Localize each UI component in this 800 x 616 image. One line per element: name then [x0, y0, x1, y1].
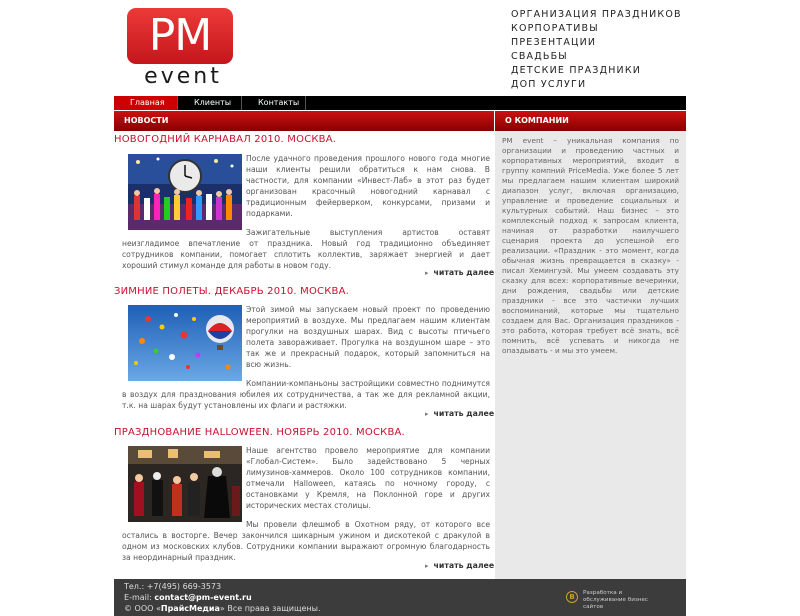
developer-logo-icon[interactable]: B	[566, 591, 578, 603]
arrow-right-icon: ▸	[425, 269, 429, 277]
read-more-label: читать далее	[433, 409, 495, 418]
logo-word: event	[144, 64, 222, 89]
company-name: ПрайсМедиа	[160, 604, 220, 613]
read-more-link-2[interactable]	[425, 409, 494, 418]
nav-item-clients[interactable]: Клиенты	[178, 96, 242, 110]
email-link[interactable]: contact@pm-event.ru	[154, 593, 252, 602]
menu-item-kids-parties[interactable]: ДЕТСКИЕ ПРАЗДНИКИ	[511, 65, 642, 76]
about-text: PM event – уникальная компания по организации и проведению частных и корпоративных мероприятий, входит в группу компний PriceMedia. Уже более 5 лет мы предлагаем нашим клиентам широкий диапазон услуг, включая организацию, управление и проведение социальных и культурных событий. Наш бизнес – это комплексный подход к запросам клиента, начиная от разработки наилучшего сценария проекта до успешной его реализации. «Праздник - это момент, когда обычная жизнь превращается в сказку» - писал Хемингуэй. Мы умеем создавать эту сказку для всех: корпоративные вечеринки, дни рождения, свадьбы или детские праздники - все это частички лучших воспоминаний, которые мы тщательно создаем для Вас. Организация праздников - это работа, которая требует всё знать, всё помнить, всё успевать и никогда не опаздывать - и мы это умеем.	[502, 136, 679, 355]
image-spacer	[122, 153, 246, 233]
read-more-label: читать далее	[433, 561, 495, 570]
menu-item-weddings[interactable]: СВАДЬБЫ	[511, 51, 568, 62]
news-paragraph: Компании-компаньоны застройщики совместно поднимутся в воздух для празднования юбилея их сотрудничества, а так же для рекламной акции, т.к. на шарах будут установлены их флаги и растяжки.	[122, 379, 490, 410]
news-paragraph: Этой зимой мы запускаем новый проект по проведению мероприятий в воздухе. Мы предлагаем нашим клиентам прогулки на воздушных шарах. Вид с высоты птичьего полета завораживает. Прогулка на воздушном шаре – это так же и прекрасный подарок, который запомниться на всю жизнь.	[246, 305, 490, 369]
menu-item-corporate[interactable]: КОРПОРАТИВЫ	[511, 23, 599, 34]
image-spacer	[122, 445, 246, 525]
nav-item-home[interactable]: Главная	[114, 96, 178, 110]
logo-mark: PM	[148, 10, 212, 61]
read-more-label: читать далее	[433, 268, 495, 277]
services-menu	[511, 8, 682, 92]
menu-item-extra-services[interactable]: ДОП УСЛУГИ	[511, 79, 587, 90]
news-text-2	[122, 304, 490, 419]
email-label: E-mail:	[124, 593, 152, 602]
news-title-1[interactable]: НОВОГОДНИЙ КАРНАВАЛ 2010. МОСКВА.	[114, 134, 337, 145]
footer-email	[124, 593, 252, 602]
news-paragraph: Наше агентство провело мероприятие для компании «Глобал-Систем». Было задействовано 5 черных лимузинов-хаммеров. Около 100 сотрудников компании, отмечали Halloween, катаясь по ночному городу, с остановками у Кремля, на Поклонной горе и других исторических местах столицы.	[246, 446, 490, 510]
phone-number: +7(495) 669-3573	[146, 582, 222, 591]
arrow-right-icon: ▸	[425, 410, 429, 418]
read-more-link-1[interactable]	[425, 268, 494, 277]
phone-label: Тел.:	[124, 582, 145, 591]
copyright-suffix: » Все права защищены.	[219, 604, 321, 613]
footer	[114, 579, 686, 616]
main-nav	[114, 96, 686, 110]
news-paragraph: Зажигательные выступления артистов оставят неизгладимое впечатление от праздника. Новый год традиционно объединяет сотрудников компании, помогает сплотить коллектив, заряжает энергией и дает хороший стимул команде для работы в новом году.	[122, 228, 490, 270]
news-title-3[interactable]: ПРАЗДНОВАНИЕ HALLOWEEN. НОЯБРЬ 2010. МОСКВА.	[114, 427, 405, 438]
footer-phone	[124, 582, 221, 591]
arrow-right-icon: ▸	[425, 562, 429, 570]
about-header: О КОМПАНИИ	[495, 111, 686, 131]
news-text-1	[122, 153, 490, 279]
footer-copyright	[124, 604, 321, 613]
developer-credit[interactable]: Разработка и обслуживание бизнес сайтов	[583, 590, 648, 610]
news-header: НОВОСТИ	[114, 111, 494, 131]
news-paragraph: Мы провели флешмоб в Охотном ряду, от которого все остались в восторге. Вечер закончился шикарным ужином и дискотекой с дракулой в одном из московских клубов. Сотрудники компании выражают огромную благодарность за неординарный праздник.	[122, 520, 490, 562]
menu-item-presentations[interactable]: ПРЕЗЕНТАЦИИ	[511, 37, 597, 48]
menu-item-holidays[interactable]: ОРГАНИЗАЦИЯ ПРАЗДНИКОВ	[511, 9, 682, 20]
read-more-link-3[interactable]	[425, 561, 494, 570]
news-title-2[interactable]: ЗИМНИЕ ПОЛЕТЫ. ДЕКАБРЬ 2010. МОСКВА.	[114, 286, 350, 297]
news-text-3	[122, 445, 490, 571]
nav-item-contacts[interactable]: Контакты	[242, 96, 306, 110]
logo-badge	[127, 8, 233, 64]
copyright-prefix: © ООО «	[124, 604, 161, 613]
image-spacer	[122, 304, 246, 384]
logo[interactable]	[127, 8, 235, 88]
news-paragraph: После удачного проведения прошлого нового года многие наши клиенты решили обратиться к нам снова. В частности, для компании «Инвест-Лаб» в этот раз будет организован красочный новогодний карнавал с традиционным фейерверком, конкурсами, призами и подарками.	[246, 154, 490, 218]
